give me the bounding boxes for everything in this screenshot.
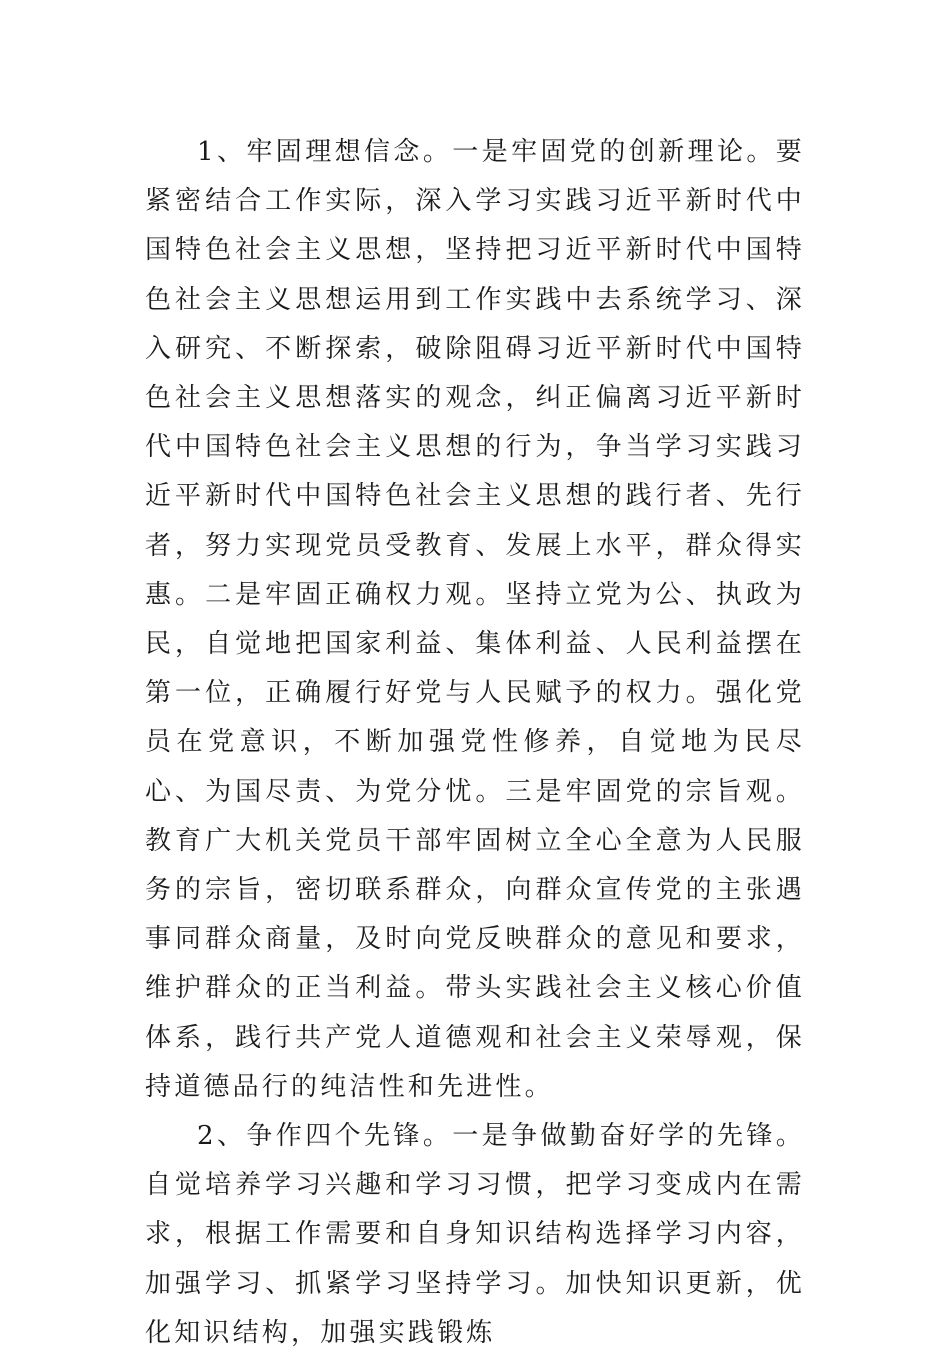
document-body [145, 128, 805, 1358]
paragraph-2: 2、争作四个先锋。一是争做勤奋好学的先锋。自觉培养学习兴趣和学习习惯，把学习变成内在需求，根据工作需要和自身知识结构选择学习内容，加强学习、抓紧学习坚持学习。加快知识更新，优化知识结构，加强实践锻炼 [145, 1121, 805, 1348]
paragraph-1: 1、牢固理想信念。一是牢固党的创新理论。要紧密结合工作实际，深入学习实践习近平新时代中国特色社会主义思想，坚持把习近平新时代中国特色社会主义思想运用到工作实践中去系统学习、深入研究、不断探索，破除阻碍习近平新时代中国特色社会主义思想落实的观念，纠正偏离习近平新时代中国特色社会主义思想的行为，争当学习实践习近平新时代中国特色社会主义思想的践行者、先行者，努力实现党员受教育、发展上水平，群众得实惠。二是牢固正确权力观。坚持立党为公、执政为民，自觉地把国家利益、集体利益、人民利益摆在第一位，正确履行好党与人民赋予的权力。强化党员在党意识，不断加强党性修养，自觉地为民尽心、为国尽责、为党分忧。三是牢固党的宗旨观。教育广大机关党员干部牢固树立全心全意为人民服务的宗旨，密切联系群众，向群众宣传党的主张遇事同群众商量，及时向党反映群众的意见和要求，维护群众的正当利益。带头实践社会主义核心价值体系，践行共产党人道德观和社会主义荣辱观，保持道德品行的纯洁性和先进性。 [145, 137, 805, 1102]
